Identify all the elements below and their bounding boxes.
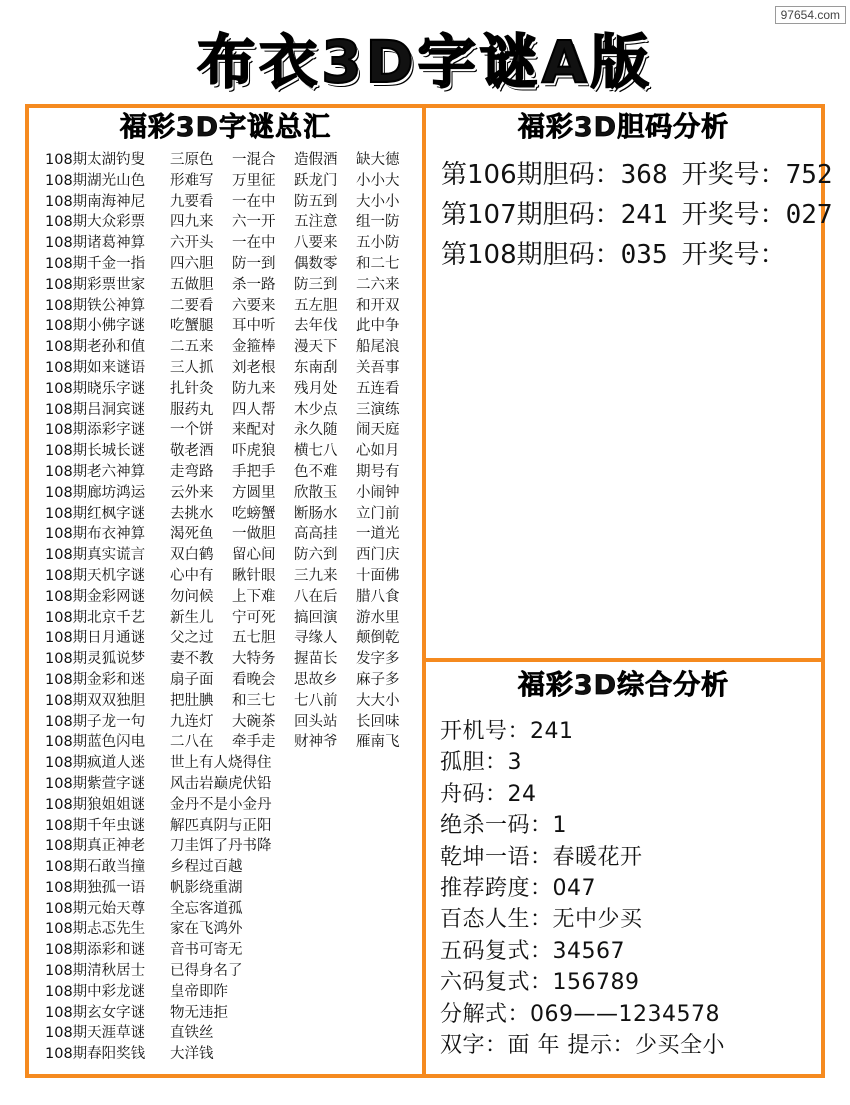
riddle-word: 发字多	[356, 651, 400, 668]
riddle-word: 色不难	[294, 463, 338, 480]
riddle-text: 世上有人烧得住	[170, 755, 272, 772]
riddle-source: 108期金彩和迷	[45, 671, 146, 688]
riddle-word: 来配对	[232, 422, 276, 439]
riddle-word: 心如月	[356, 443, 400, 460]
riddle-row	[45, 420, 420, 441]
riddle-word: 方圆里	[232, 484, 276, 501]
riddle-word: 握苗长	[294, 651, 338, 668]
riddle-word: 防九来	[232, 380, 276, 397]
riddle-word: 游水里	[356, 609, 400, 626]
riddle-row	[45, 961, 420, 982]
dan-analysis-title: 福彩3D胆码分析	[517, 112, 730, 143]
riddle-word: 组一防	[356, 214, 400, 231]
riddle-word: 上下难	[232, 588, 276, 605]
riddle-word: 吃螃蟹	[232, 505, 276, 522]
dan-row	[441, 235, 821, 275]
riddle-word: 五小防	[356, 235, 400, 252]
riddle-word: 五做胆	[170, 276, 214, 293]
riddle-source: 108期子龙一句	[45, 713, 146, 730]
riddle-row	[45, 483, 420, 504]
riddle-word: 走弯路	[170, 463, 214, 480]
riddle-word: 小小大	[356, 172, 400, 189]
riddle-source: 108期清秋居士	[45, 963, 146, 980]
comprehensive-analysis-title: 福彩3D综合分析	[517, 670, 730, 701]
dan-row	[441, 195, 833, 235]
dan-code: 368	[620, 160, 668, 190]
riddle-text: 乡程过百越	[170, 859, 243, 876]
riddle-word: 船尾浪	[356, 339, 400, 356]
riddle-word: 九连灯	[170, 713, 214, 730]
riddle-source: 108期诸葛神算	[45, 235, 146, 252]
dan-code: 035	[620, 240, 668, 270]
riddle-row	[45, 816, 420, 837]
riddle-word: 九要看	[170, 193, 214, 210]
riddle-text: 刀圭饵了丹书降	[170, 838, 272, 855]
riddle-source: 108期长城长谜	[45, 443, 146, 460]
riddle-word: 漫天下	[294, 339, 338, 356]
riddle-word: 一个饼	[170, 422, 214, 439]
riddle-source: 108期千金一指	[45, 255, 146, 272]
riddle-row	[45, 212, 420, 233]
riddle-list	[45, 150, 420, 1065]
riddle-source: 108期小佛字谜	[45, 318, 146, 335]
riddle-word: 和三七	[232, 692, 276, 709]
riddle-text: 帆影绕重湖	[170, 879, 243, 896]
riddle-word: 刘老根	[232, 359, 276, 376]
dan-row	[441, 155, 833, 195]
riddle-word: 腊八食	[356, 588, 400, 605]
riddle-word: 四九来	[170, 214, 214, 231]
riddle-source: 108期千年虫谜	[45, 817, 146, 834]
riddle-word: 搞回演	[294, 609, 338, 626]
riddle-source: 108期石敢当撞	[45, 859, 146, 876]
analysis-item: 五码复式：34567	[440, 938, 625, 964]
riddle-source: 108期中彩龙谜	[45, 983, 146, 1000]
riddle-source: 108期晓乐字谜	[45, 380, 146, 397]
riddle-word: 造假酒	[294, 152, 338, 168]
riddle-source: 108期大众彩票	[45, 214, 146, 231]
horizontal-divider	[426, 658, 825, 662]
riddle-word: 三演练	[356, 401, 400, 418]
riddle-word: 四六胆	[170, 255, 214, 272]
analysis-item: 舟码：24	[440, 781, 537, 807]
riddle-source: 108期添彩字谜	[45, 422, 146, 439]
riddle-source: 108期元始天尊	[45, 900, 146, 917]
riddle-word: 去年伐	[294, 318, 338, 335]
riddle-word: 十面佛	[356, 567, 400, 584]
riddle-source: 108期北京千艺	[45, 609, 146, 626]
riddle-source: 108期灵狐说梦	[45, 651, 146, 668]
riddle-row	[45, 691, 420, 712]
riddle-source: 108期老孙和值	[45, 339, 146, 356]
riddle-word: 此中争	[356, 318, 400, 335]
riddle-word: 一在中	[232, 235, 276, 252]
riddle-word: 把肚腆	[170, 692, 214, 709]
riddle-word: 高高挂	[294, 526, 338, 543]
riddle-word: 缺大德	[356, 152, 400, 168]
riddle-row	[45, 649, 420, 670]
page-title: 布衣3D字谜A版	[197, 28, 653, 96]
riddle-word: 八在后	[294, 588, 338, 605]
riddle-word: 麻子多	[356, 671, 400, 688]
riddle-row	[45, 1044, 420, 1065]
riddle-word: 大小小	[356, 193, 400, 210]
riddle-source: 108期金彩网谜	[45, 588, 146, 605]
riddle-source: 108期天涯草谜	[45, 1025, 146, 1042]
riddle-word: 六要来	[232, 297, 276, 314]
draw-label: 开奖号：	[681, 160, 786, 190]
riddle-word: 七八前	[294, 692, 338, 709]
riddle-word: 六一开	[232, 214, 276, 231]
riddle-word: 三原色	[170, 152, 214, 168]
riddle-word: 三九来	[294, 567, 338, 584]
riddle-word: 东南刮	[294, 359, 338, 376]
riddle-word: 耳中听	[232, 318, 276, 335]
riddle-text: 家在飞鸿外	[170, 921, 243, 938]
riddle-word: 瞅针眼	[232, 567, 276, 584]
riddle-word: 期号有	[356, 463, 400, 480]
riddle-text: 物无违拒	[170, 1004, 228, 1021]
riddle-source: 108期红枫字谜	[45, 505, 146, 522]
riddle-word: 吃蟹腿	[170, 318, 214, 335]
riddle-source: 108期疯道人迷	[45, 755, 146, 772]
riddle-row	[45, 774, 420, 795]
riddle-row	[45, 150, 420, 171]
riddle-row	[45, 337, 420, 358]
riddle-row	[45, 462, 420, 483]
vertical-divider	[422, 104, 426, 1078]
riddle-word: 父之过	[170, 630, 214, 647]
riddle-word: 扇子面	[170, 671, 214, 688]
riddle-word: 断肠水	[294, 505, 338, 522]
riddle-word: 勿问候	[170, 588, 214, 605]
riddle-word: 寻缘人	[294, 630, 338, 647]
riddle-row	[45, 753, 420, 774]
dan-code: 241	[620, 200, 668, 230]
riddle-word: 五左胆	[294, 297, 338, 314]
riddle-word: 西门庆	[356, 547, 400, 564]
riddle-row	[45, 275, 420, 296]
riddle-row	[45, 587, 420, 608]
riddle-source: 108期铁公神算	[45, 297, 146, 314]
riddle-word: 心中有	[170, 567, 214, 584]
riddle-row	[45, 358, 420, 379]
riddle-word: 杀一路	[232, 276, 276, 293]
riddle-word: 立门前	[356, 505, 400, 522]
riddle-word: 大碗茶	[232, 713, 276, 730]
riddle-word: 五七胆	[232, 630, 276, 647]
analysis-item: 孤胆：3	[440, 750, 522, 776]
riddle-source: 108期老六神算	[45, 463, 146, 480]
riddle-source: 108期廊坊鸿运	[45, 484, 146, 501]
riddle-word: 手把手	[232, 463, 276, 480]
riddle-row	[45, 608, 420, 629]
riddle-word: 万里征	[232, 172, 276, 189]
riddle-word: 防六到	[294, 547, 338, 564]
riddle-word: 偶数零	[294, 255, 338, 272]
riddle-word: 敬老酒	[170, 443, 214, 460]
riddle-word: 留心间	[232, 547, 276, 564]
riddle-row	[45, 982, 420, 1003]
riddle-word: 关吾事	[356, 359, 400, 376]
riddle-source: 108期添彩和谜	[45, 942, 146, 959]
riddle-source: 108期春阳奖钱	[45, 1046, 146, 1063]
riddle-word: 五注意	[294, 214, 338, 231]
riddle-word: 牵手走	[232, 734, 276, 751]
riddle-source: 108期紫萱字谜	[45, 775, 146, 792]
riddle-source: 108期真正神老	[45, 838, 146, 855]
riddle-word: 防三到	[294, 276, 338, 293]
riddle-word: 长回味	[356, 713, 400, 730]
riddle-word: 一做胆	[232, 526, 276, 543]
riddle-text: 直铁丝	[170, 1025, 214, 1042]
riddle-text: 已得身名了	[170, 963, 243, 980]
riddle-word: 欣散玉	[294, 484, 338, 501]
riddle-source: 108期湖光山色	[45, 172, 146, 189]
riddle-row	[45, 899, 420, 920]
riddle-row	[45, 545, 420, 566]
site-watermark: 97654.com	[775, 6, 846, 24]
riddle-row	[45, 524, 420, 545]
riddle-word: 残月处	[294, 380, 338, 397]
riddle-source: 108期彩票世家	[45, 276, 146, 293]
riddle-source: 108期太湖钓叟	[45, 152, 146, 168]
analysis-item: 六码复式：156789	[440, 970, 640, 996]
riddle-row	[45, 836, 420, 857]
riddle-text: 解匹真阴与正阳	[170, 817, 272, 834]
riddle-word: 二八在	[170, 734, 214, 751]
riddle-row	[45, 171, 420, 192]
riddle-word: 二要看	[170, 297, 214, 314]
riddle-source: 108期天机字谜	[45, 567, 146, 584]
riddle-word: 六开头	[170, 235, 214, 252]
riddle-row	[45, 1003, 420, 1024]
riddle-word: 雁南飞	[356, 734, 400, 751]
riddle-row	[45, 795, 420, 816]
riddle-source: 108期布衣神算	[45, 526, 146, 543]
riddle-row	[45, 732, 420, 753]
riddle-word: 大特务	[232, 651, 276, 668]
riddle-row	[45, 1023, 420, 1044]
riddle-word: 一在中	[232, 193, 276, 210]
riddle-word: 去挑水	[170, 505, 214, 522]
riddle-word: 扎针灸	[170, 380, 214, 397]
riddle-word: 新生儿	[170, 609, 214, 626]
analysis-item: 绝杀一码：1	[440, 813, 567, 839]
comprehensive-analysis-list	[440, 716, 824, 1061]
riddle-word: 防一到	[232, 255, 276, 272]
riddle-text: 全忘客道孤	[170, 900, 243, 917]
riddle-row	[45, 254, 420, 275]
riddle-word: 木少点	[294, 401, 338, 418]
riddle-row	[45, 316, 420, 337]
riddle-row	[45, 857, 420, 878]
riddle-word: 看晚会	[232, 671, 276, 688]
riddle-row	[45, 940, 420, 961]
riddle-word: 颠倒乾	[356, 630, 400, 647]
analysis-item: 双字：面 年 提示：少买全小	[440, 1032, 725, 1058]
analysis-item: 推荐跨度：047	[440, 875, 596, 901]
riddle-row	[45, 379, 420, 400]
riddle-word: 闹天庭	[356, 422, 400, 439]
riddle-text: 皇帝即阼	[170, 983, 228, 1000]
riddle-row	[45, 566, 420, 587]
issue-label: 第107期胆码：	[441, 200, 621, 230]
riddle-word: 回头站	[294, 713, 338, 730]
riddle-row	[45, 233, 420, 254]
analysis-item: 开机号：241	[440, 719, 574, 744]
riddle-word: 小闹钟	[356, 484, 400, 501]
riddle-text: 大洋钱	[170, 1046, 214, 1063]
riddle-source: 108期真实谎言	[45, 547, 146, 564]
riddle-word: 跃龙门	[294, 172, 338, 189]
riddle-source: 108期蓝色闪电	[45, 734, 146, 751]
analysis-item: 分解式：069——1234578	[440, 1001, 720, 1027]
issue-label: 第106期胆码：	[441, 160, 621, 190]
riddle-source: 108期忐忑先生	[45, 921, 146, 938]
riddle-word: 服药丸	[170, 401, 214, 418]
riddle-row	[45, 504, 420, 525]
riddle-row	[45, 919, 420, 940]
analysis-item: 乾坤一语：春暖花开	[440, 844, 643, 870]
riddle-word: 三人抓	[170, 359, 214, 376]
riddle-text: 音书可寄无	[170, 942, 243, 959]
riddle-word: 金箍棒	[232, 339, 276, 356]
riddle-row	[45, 296, 420, 317]
riddle-source: 108期双双独胆	[45, 692, 146, 709]
draw-label: 开奖号：	[681, 240, 786, 270]
riddle-row	[45, 712, 420, 733]
riddle-source: 108期南海神尼	[45, 193, 146, 210]
riddle-source: 108期狼姐姐谜	[45, 796, 146, 813]
riddle-word: 一道光	[356, 526, 400, 543]
riddle-word: 二五来	[170, 339, 214, 356]
riddle-source: 108期吕洞宾谜	[45, 401, 146, 418]
draw-number: 752	[785, 160, 833, 190]
riddle-row	[45, 400, 420, 421]
riddle-word: 形难写	[170, 172, 214, 189]
riddle-row	[45, 670, 420, 691]
riddle-row	[45, 878, 420, 899]
riddle-word: 宁可死	[232, 609, 276, 626]
riddle-word: 四人帮	[232, 401, 276, 418]
riddle-word: 渴死鱼	[170, 526, 214, 543]
dan-analysis-list	[441, 155, 833, 275]
riddle-word: 横七八	[294, 443, 338, 460]
riddle-source: 108期玄女字谜	[45, 1004, 146, 1021]
riddle-word: 和二七	[356, 255, 400, 272]
riddle-word: 一混合	[232, 152, 276, 168]
riddle-word: 八要来	[294, 235, 338, 252]
riddle-word: 二六来	[356, 276, 400, 293]
riddle-word: 吓虎狼	[232, 443, 276, 460]
riddle-word: 大大小	[356, 692, 400, 709]
riddle-summary-title: 福彩3D字谜总汇	[119, 112, 332, 143]
riddle-word: 妻不教	[170, 651, 214, 668]
riddle-row	[45, 192, 420, 213]
analysis-item: 百态人生：无中少买	[440, 907, 643, 933]
riddle-text: 金丹不是小金丹	[170, 796, 272, 813]
riddle-row	[45, 441, 420, 462]
riddle-text: 风击岩巅虎伏铅	[170, 775, 272, 792]
riddle-source: 108期如来谜语	[45, 359, 146, 376]
riddle-word: 财神爷	[294, 734, 338, 751]
riddle-source: 108期日月通谜	[45, 630, 146, 647]
riddle-row	[45, 628, 420, 649]
draw-label: 开奖号：	[681, 200, 786, 230]
riddle-word: 永久随	[294, 422, 338, 439]
draw-number: 027	[785, 200, 833, 230]
riddle-word: 防五到	[294, 193, 338, 210]
riddle-word: 和开双	[356, 297, 400, 314]
riddle-word: 云外来	[170, 484, 214, 501]
riddle-word: 思故乡	[294, 671, 338, 688]
riddle-word: 五连看	[356, 380, 400, 397]
riddle-word: 双白鹤	[170, 547, 214, 564]
riddle-source: 108期独孤一语	[45, 879, 146, 896]
issue-label: 第108期胆码：	[441, 240, 621, 270]
